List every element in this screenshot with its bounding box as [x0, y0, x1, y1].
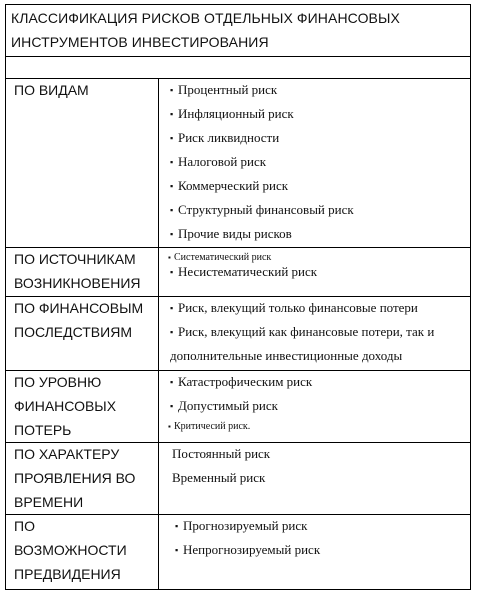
bullet-icon: ▪ — [170, 205, 174, 215]
bullet-icon: ▪ — [175, 521, 179, 531]
list-item: ▪ Коммерческий риск — [170, 174, 288, 198]
bullet-icon: ▪ — [175, 545, 179, 555]
bullet-icon: ▪ — [170, 303, 174, 313]
list-item: ▪ Допустимый риск — [170, 394, 278, 418]
list-item: ▪ Катастрофическим риск — [170, 370, 312, 394]
list-item: ▪ Риск, влекущий только финансовые потери — [170, 296, 418, 320]
row-category: ПО ИСТОЧНИКАМ ВОЗНИКНОВЕНИЯ — [14, 251, 141, 291]
list-item: ▪ Прогнозируемый риск — [175, 514, 307, 538]
list-item: ▪ Налоговой риск — [170, 150, 266, 174]
bullet-icon: ▪ — [170, 157, 174, 167]
bullet-icon: ▪ — [170, 109, 174, 119]
list-item: ▪ Критичесий риск. — [168, 421, 251, 432]
bullet-icon: ▪ — [170, 85, 174, 95]
list-item: Постоянный риск — [172, 446, 271, 461]
bullet-icon: ▪ — [168, 253, 171, 262]
list-item: ▪ Прочие виды рисков — [170, 222, 292, 246]
bullet-icon: ▪ — [170, 401, 174, 411]
bullet-icon: ▪ — [168, 422, 171, 431]
list-item: ▪ Процентный риск — [170, 78, 277, 102]
row-category: ПО УРОВНЮ ФИНАНСОВЫХ ПОТЕРЬ — [14, 374, 117, 438]
list-item: ▪ Структурный финансовый риск — [170, 198, 354, 222]
row-category: ПО ФИНАНСОВЫМ ПОСЛЕДСТВИЯМ — [14, 300, 144, 340]
bullet-icon: ▪ — [170, 181, 174, 191]
row-category: ПО ВОЗМОЖНОСТИ ПРЕДВИДЕНИЯ — [14, 518, 127, 582]
divider — [5, 56, 471, 57]
list-item: ▪ Непрогнозируемый риск — [175, 538, 320, 562]
bullet-icon: ▪ — [170, 267, 174, 277]
list-item: ▪ Риск, влекущий как финансовые потери, так и дополнительные инвестиционные доходы — [170, 320, 466, 368]
table-title: КЛАССИФИКАЦИЯ РИСКОВ ОТДЕЛЬНЫХ ФИНАНСОВЫХ ИНСТРУМЕНТОВ ИНВЕСТИРОВАНИЯ — [11, 10, 400, 50]
list-item: ▪ Инфляционный риск — [170, 102, 294, 126]
list-item: ▪ Систематический риск — [168, 252, 272, 263]
bullet-icon: ▪ — [170, 229, 174, 239]
list-item: Временный риск — [172, 470, 266, 485]
list-item: ▪ Риск ликвидности — [170, 126, 279, 150]
row-category: ПО ХАРАКТЕРУ ПРОЯВЛЕНИЯ ВО ВРЕМЕНИ — [14, 446, 136, 510]
list-item: ▪ Несистематический риск — [170, 260, 317, 284]
bullet-icon: ▪ — [170, 377, 174, 387]
column-divider — [158, 78, 159, 590]
bullet-icon: ▪ — [170, 133, 174, 143]
row-category: ПО ВИДАМ — [14, 82, 89, 98]
bullet-icon: ▪ — [170, 327, 174, 337]
